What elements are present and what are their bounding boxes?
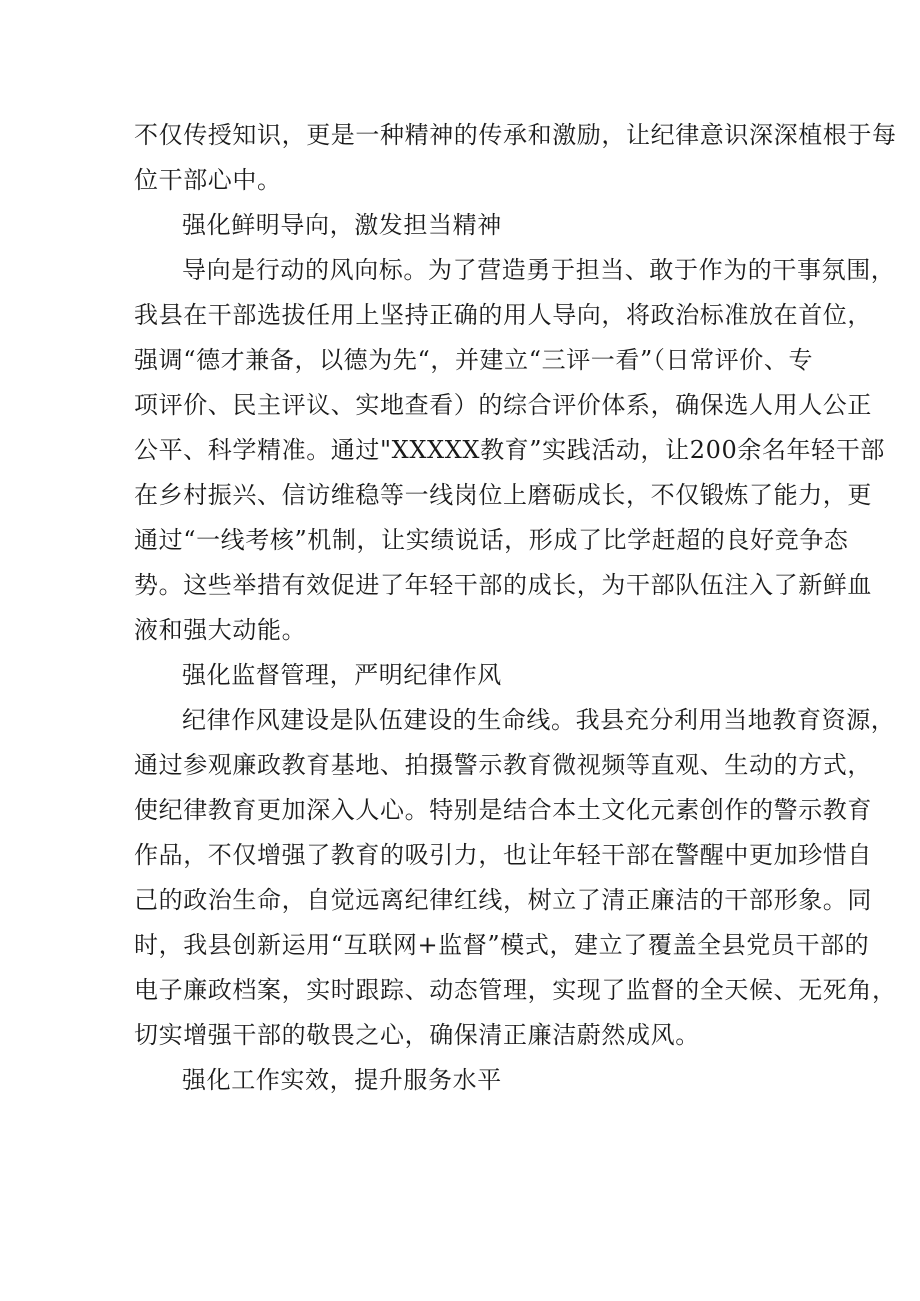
body-line: 通过“一线考核”机制，让实绩说话，形成了比学赶超的良好竞争态 bbox=[134, 526, 849, 554]
body-line: 项评价、民主评议、实地查看）的综合评价体系，确保选人用人公正 bbox=[134, 391, 872, 419]
body-line: 己的政治生命，自觉远离纪律红线，树立了清正廉洁的干部形象。同 bbox=[134, 886, 872, 914]
body-line: 液和强大动能。 bbox=[134, 616, 307, 644]
body-line: 不仅传授知识，更是一种精神的传承和激励，让纪律意识深深植根于每 bbox=[134, 121, 897, 149]
section-heading: 强化工作实效，提升服务水平 bbox=[182, 1066, 502, 1094]
section-heading: 强化监督管理，严明纪律作风 bbox=[182, 661, 502, 689]
body-line: 通过参观廉政教育基地、拍摄警示教育微视频等直观、生动的方式， bbox=[134, 751, 872, 779]
section-heading: 强化鲜明导向，激发担当精神 bbox=[182, 211, 502, 239]
body-line: 电子廉政档案，实时跟踪、动态管理，实现了监督的全天候、无死角， bbox=[134, 976, 897, 1004]
body-line: 切实增强干部的敬畏之心，确保清正廉洁蔚然成风。 bbox=[134, 1021, 700, 1049]
body-line: 公平、科学精准。通过"XXXXX教育”实践活动，让200余名年轻干部 bbox=[134, 436, 885, 464]
body-line: 位干部心中。 bbox=[134, 166, 282, 194]
body-line: 时，我县创新运用“互联网+监督”模式，建立了覆盖全县党员干部的 bbox=[134, 931, 870, 959]
body-line: 导向是行动的风向标。为了营造勇于担当、敢于作为的干事氛围， bbox=[182, 256, 896, 284]
body-line: 作品，不仅增强了教育的吸引力，也让年轻干部在警醒中更加珍惜自 bbox=[134, 841, 872, 869]
body-line: 我县在干部选拔任用上坚持正确的用人导向，将政治标准放在首位， bbox=[134, 301, 872, 329]
body-line: 使纪律教育更加深入人心。特别是结合本土文化元素创作的警示教育 bbox=[134, 796, 872, 824]
body-line: 纪律作风建设是队伍建设的生命线。我县充分利用当地教育资源， bbox=[182, 706, 896, 734]
body-line: 强调“德才兼备，以德为先“，并建立“三评一看”（日常评价、专 bbox=[134, 346, 814, 374]
body-line: 势。这些举措有效促进了年轻干部的成长，为干部队伍注入了新鲜血 bbox=[134, 571, 872, 599]
body-line: 在乡村振兴、信访维稳等一线岗位上磨砺成长，不仅锻炼了能力，更 bbox=[134, 481, 872, 509]
